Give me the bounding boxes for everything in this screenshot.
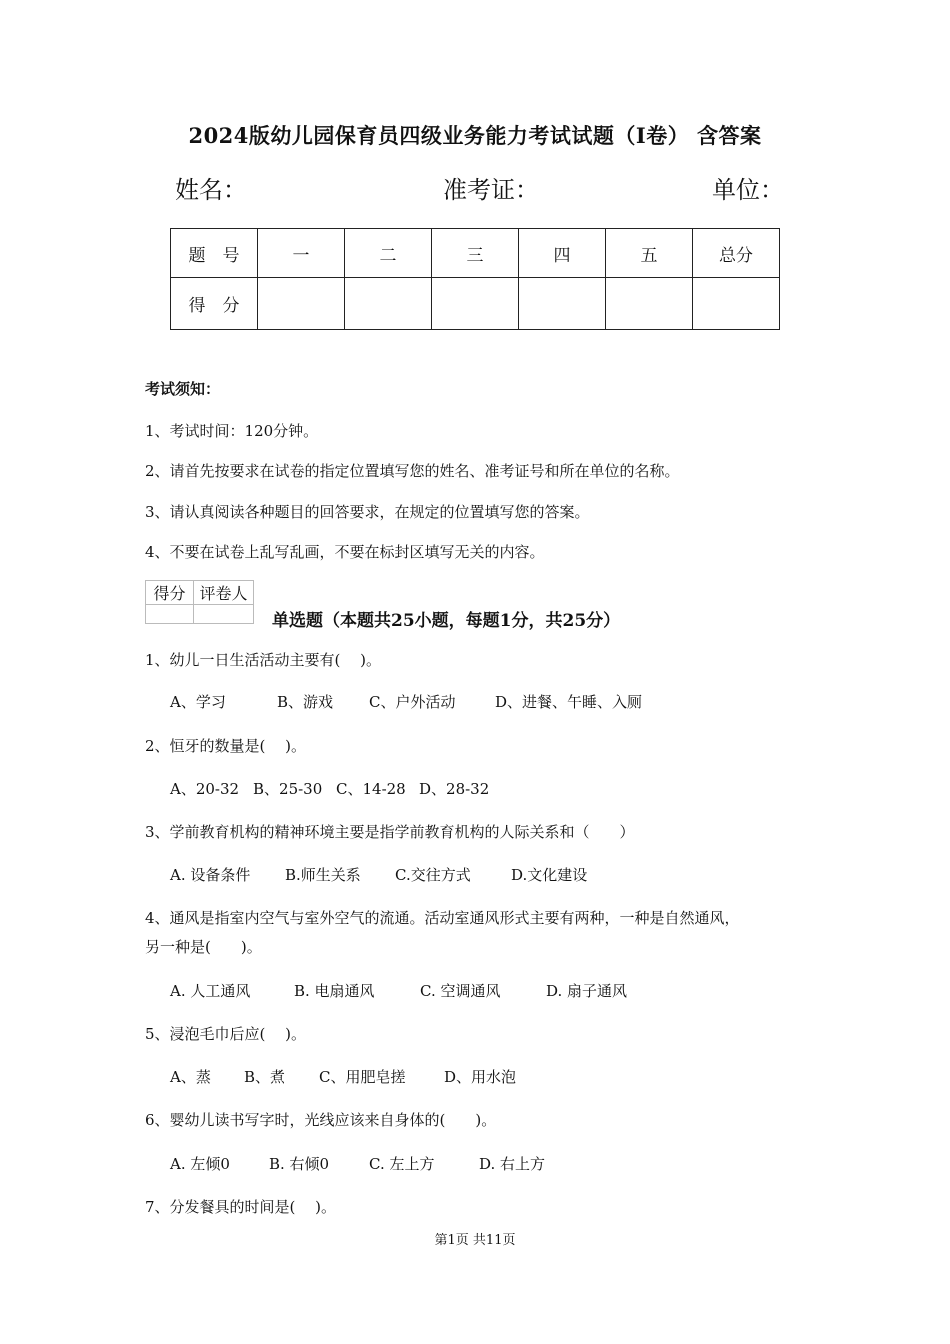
- header-cell-label: 题 号: [171, 229, 258, 278]
- question-text: 5、浸泡毛巾后应( )。: [145, 1025, 307, 1043]
- option: D、用水泡: [444, 1068, 517, 1086]
- option: B、25-30: [253, 780, 323, 798]
- option: C、14-28: [336, 780, 406, 798]
- option: D、28-32: [419, 780, 490, 798]
- header-cell-5: 五: [606, 229, 693, 278]
- grader-score-cell: [146, 605, 194, 624]
- option: C、用肥皂搓: [319, 1068, 406, 1086]
- grader-box: [145, 580, 254, 624]
- question-text: 2、恒牙的数量是( )。: [145, 737, 307, 755]
- option: B. 右倾0: [269, 1155, 330, 1173]
- question-text: 7、分发餐具的时间是( )。: [145, 1198, 337, 1216]
- notice-item: 4、不要在试卷上乱写乱画，不要在标封区填写无关的内容。: [145, 543, 545, 561]
- option: C、户外活动: [369, 693, 456, 711]
- option: B.师生关系: [285, 866, 361, 884]
- option: A. 左倾0: [170, 1155, 230, 1173]
- question-options: [170, 1066, 516, 1087]
- notice-heading: 考试须知：: [145, 380, 221, 398]
- header-cell-4: 四: [519, 229, 606, 278]
- question-text: 6、婴幼儿读书写字时，光线应该来自身体的( )。: [145, 1111, 497, 1129]
- notice-item: 1、考试时间：120分钟。: [145, 422, 319, 440]
- question-options: [170, 1153, 545, 1174]
- score-cell: [258, 278, 345, 330]
- score-cell: [519, 278, 606, 330]
- option: B. 电扇通风: [294, 982, 375, 1000]
- score-cell: [606, 278, 693, 330]
- question-text: 1、幼儿一日生活活动主要有( )。: [145, 651, 382, 669]
- question-options: [170, 980, 627, 1001]
- question-text: 3、学前教育机构的精神环境主要是指学前教育机构的人际关系和（ ）: [145, 823, 635, 841]
- option: C.交往方式: [395, 866, 471, 884]
- header-cell-1: 一: [258, 229, 345, 278]
- question-options: [170, 691, 642, 712]
- option: A、蒸: [170, 1068, 211, 1086]
- notice-item: 2、请首先按要求在试卷的指定位置填写您的姓名、准考证号和所在单位的名称。: [145, 462, 680, 480]
- unit-field-label: 单位：: [712, 176, 784, 204]
- option: B、煮: [244, 1068, 286, 1086]
- option: D. 右上方: [479, 1155, 546, 1173]
- grader-reviewer-label: 评卷人: [194, 581, 254, 605]
- header-cell-total: 总分: [693, 229, 780, 278]
- option: D.文化建设: [511, 866, 588, 884]
- question-options: [170, 864, 587, 885]
- header-cell-2: 二: [345, 229, 432, 278]
- document-title: 2024版幼儿园保育员四级业务能力考试试题（I卷） 含答案: [188, 123, 762, 148]
- option: C. 左上方: [369, 1155, 435, 1173]
- option: D、进餐、午睡、入厕: [495, 693, 643, 711]
- score-table: [170, 228, 780, 330]
- notice-item: 3、请认真阅读各种题目的回答要求，在规定的位置填写您的答案。: [145, 503, 590, 521]
- option: A、学习: [170, 693, 226, 711]
- question-text-continued: 另一种是( )。: [145, 938, 262, 956]
- name-field-label: 姓名：: [175, 176, 247, 204]
- score-cell: [693, 278, 780, 330]
- option: D. 扇子通风: [546, 982, 628, 1000]
- exam-id-field-label: 准考证：: [443, 176, 539, 204]
- grader-score-label: 得分: [146, 581, 194, 605]
- grader-reviewer-cell: [194, 605, 254, 624]
- score-table-header-row: [171, 229, 780, 278]
- header-cell-3: 三: [432, 229, 519, 278]
- question-options: [170, 778, 489, 799]
- score-table-score-row: [171, 278, 780, 330]
- page-footer: 第1页 共11页: [434, 1233, 516, 1248]
- option: B、游戏: [277, 693, 334, 711]
- score-cell: [432, 278, 519, 330]
- section-title: 单选题（本题共25小题，每题1分，共25分）: [272, 611, 621, 631]
- score-row-label: 得 分: [171, 278, 258, 330]
- option: A. 人工通风: [170, 982, 251, 1000]
- question-text: 4、通风是指室内空气与室外空气的流通。活动室通风形式主要有两种，一种是自然通风，: [145, 909, 740, 927]
- option: A. 设备条件: [170, 866, 251, 884]
- score-cell: [345, 278, 432, 330]
- option: C. 空调通风: [420, 982, 501, 1000]
- option: A、20-32: [170, 780, 240, 798]
